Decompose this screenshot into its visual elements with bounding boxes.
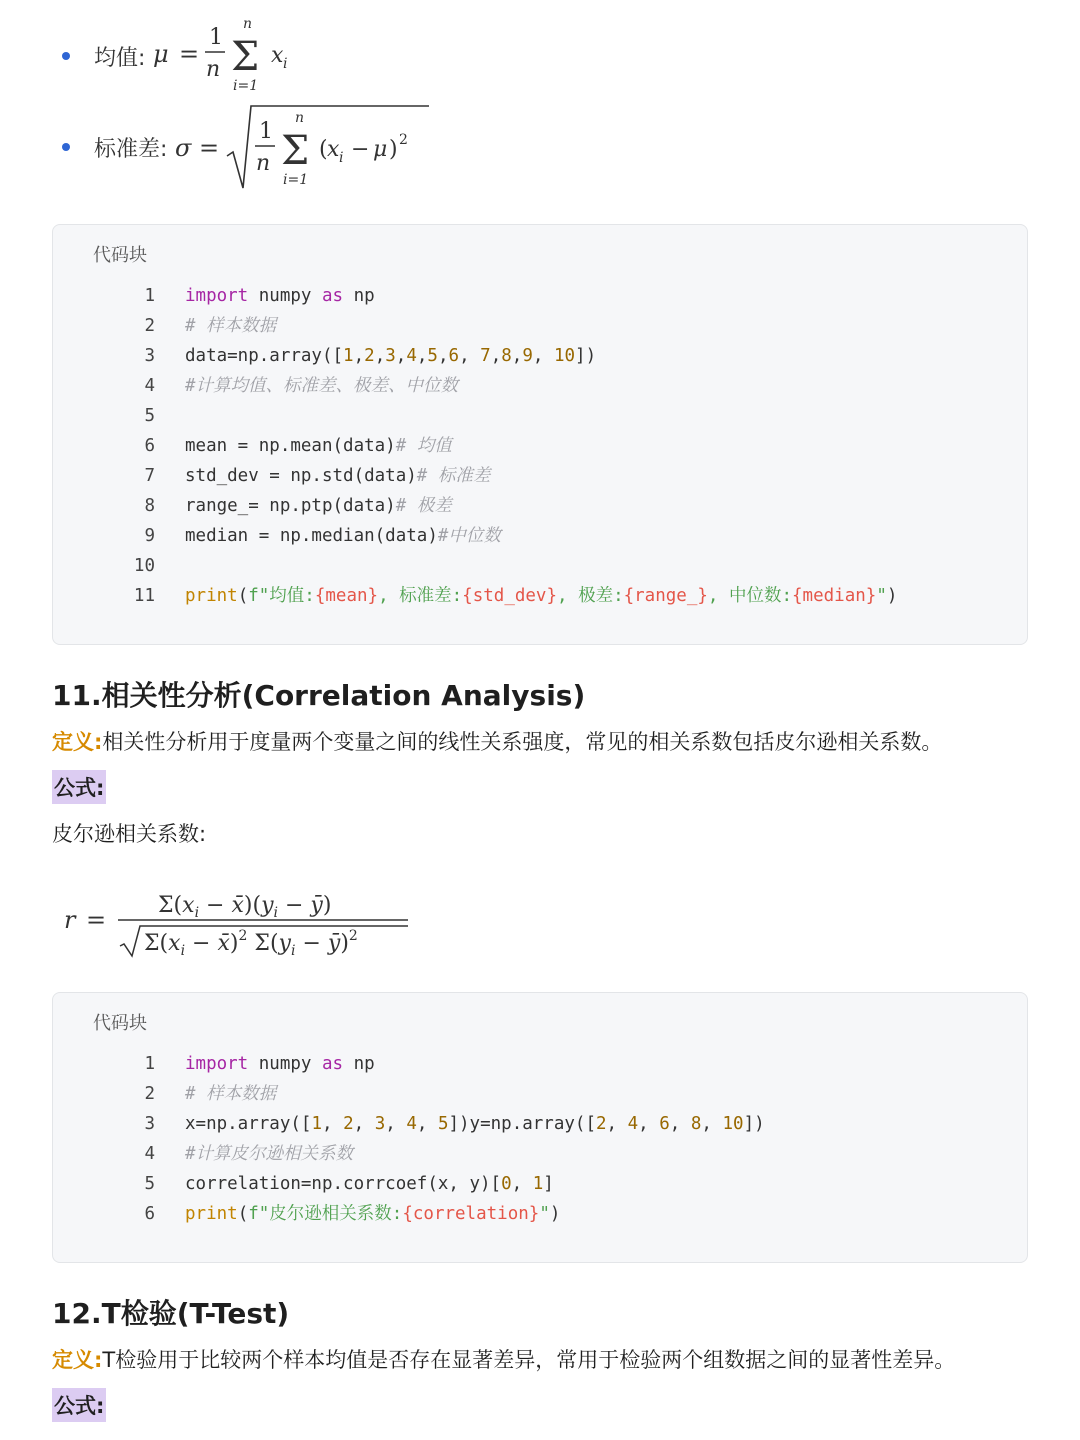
- svg-text:Σ(xi − x̄)(yi − ȳ): $\Sigma(x_i$ − $x̄)(y_i$ − ȳ): [158, 893, 332, 921]
- svg-text:σ: σ: [175, 134, 192, 162]
- code-lines: [53, 281, 1027, 611]
- section-12-definition: [52, 1344, 955, 1374]
- code-line: 6 print(f"皮尔逊相关系数:{correlation}"): [144, 1204, 561, 1224]
- definition-text: 相关性分析用于度量两个变量之间的线性关系强度，常见的相关系数包括皮尔逊相关系数。: [102, 730, 943, 754]
- code-line: 3 data=np.array([1,2,3,4,5,6, 7,8,9, 10]): [144, 346, 597, 366]
- svg-text:x: x: [271, 43, 284, 68]
- code-lines: [53, 1049, 1027, 1229]
- code-line: 6 mean = np.mean(data)# 均值: [144, 436, 452, 456]
- code-block-title: 代码块: [93, 1013, 147, 1034]
- section-12-heading: 12.T检验(T-Test): [52, 1297, 290, 1330]
- svg-text:Σ: Σ: [281, 128, 310, 174]
- section-11-formula-label: 公式:: [52, 770, 106, 804]
- code-line: 3 x=np.array([1, 2, 3, 4, 5])y=np.array([2, 4, 6, 8, 10]): [144, 1114, 765, 1134]
- svg-text:n: n: [256, 151, 271, 176]
- code-block-2: [52, 992, 1028, 1263]
- section-11-heading: 11.相关性分析(Correlation Analysis): [52, 679, 586, 712]
- pearson-formula: [58, 874, 418, 970]
- svg-text:x: x: [327, 137, 340, 162]
- code-line: 8 range_= np.ptp(data)# 极差: [144, 496, 452, 516]
- definition-label: 定义:: [52, 1348, 103, 1372]
- svg-text:=: =: [199, 134, 220, 162]
- svg-text:1: 1: [209, 25, 224, 50]
- svg-text:): ): [389, 137, 399, 162]
- svg-text:−: −: [351, 137, 370, 162]
- mean-bullet: [62, 18, 335, 94]
- svg-text:i=1: i=1: [233, 78, 259, 94]
- svg-text:(: (: [319, 137, 329, 162]
- code-block-1: [52, 224, 1028, 645]
- code-line: 1 import numpy as np: [144, 1054, 375, 1074]
- code-block-title: 代码块: [93, 245, 147, 266]
- svg-text:μ: μ: [153, 40, 170, 68]
- bullet-dot: [62, 52, 70, 60]
- code-line: 4 #计算均值、标准差、极差、中位数: [144, 376, 459, 396]
- svg-text:=: =: [179, 40, 200, 68]
- section-12-formula-label: 公式:: [52, 1388, 106, 1422]
- svg-text:i: i: [283, 56, 288, 72]
- svg-text:i: i: [339, 150, 344, 166]
- section-11-definition: [52, 726, 942, 756]
- code-line: 4 #计算皮尔逊相关系数: [144, 1144, 354, 1164]
- code-line: 7 std_dev = np.std(data)# 标准差: [144, 466, 491, 486]
- code-line: 10: [133, 556, 155, 576]
- svg-text:Σ(xi − x̄)2 Σ(yi − ȳ)2: $\Sigma(x_i$ − x̄)$^2$ $\Sigma(y_i$ − ȳ)$^2$: [144, 928, 358, 959]
- svg-text:1: 1: [259, 119, 274, 144]
- svg-text:n: n: [243, 18, 253, 32]
- mean-label: 均值:: [94, 45, 146, 71]
- code-line: 2 # 样本数据: [144, 1084, 277, 1104]
- code-line: 2 # 样本数据: [144, 316, 277, 336]
- stddev-label: 标准差:: [94, 136, 168, 162]
- definition-text: T检验用于比较两个样本均值是否存在显著差异，常用于检验两个组数据之间的显著性差异。: [102, 1348, 956, 1372]
- stddev-bullet: [62, 102, 437, 192]
- svg-text:n: n: [206, 57, 221, 82]
- svg-text:2: 2: [399, 132, 409, 148]
- code-line: 11 print(f"均值:{mean}, 标准差:{std_dev}, 极差:{range_}, 中位数:{median}"): [133, 586, 898, 606]
- code-line: 1 import numpy as np: [144, 286, 375, 306]
- svg-text:i=1: i=1: [283, 172, 309, 188]
- svg-text:n: n: [295, 110, 305, 126]
- svg-text:=: =: [86, 906, 107, 934]
- svg-text:μ: μ: [373, 137, 388, 162]
- svg-text:r: r: [64, 906, 76, 934]
- code-line: 5: [144, 406, 155, 426]
- pearson-label: 皮尔逊相关系数:: [52, 822, 207, 846]
- definition-label: 定义:: [52, 730, 103, 754]
- code-line: 5 correlation=np.corrcoef(x, y)[0, 1]: [144, 1174, 554, 1194]
- svg-text:Σ: Σ: [231, 34, 260, 80]
- stddev-formula: [167, 102, 437, 192]
- code-line: 9 median = np.median(data)#中位数: [144, 526, 501, 546]
- mean-formula: [145, 18, 335, 94]
- bullet-dot: [62, 143, 70, 151]
